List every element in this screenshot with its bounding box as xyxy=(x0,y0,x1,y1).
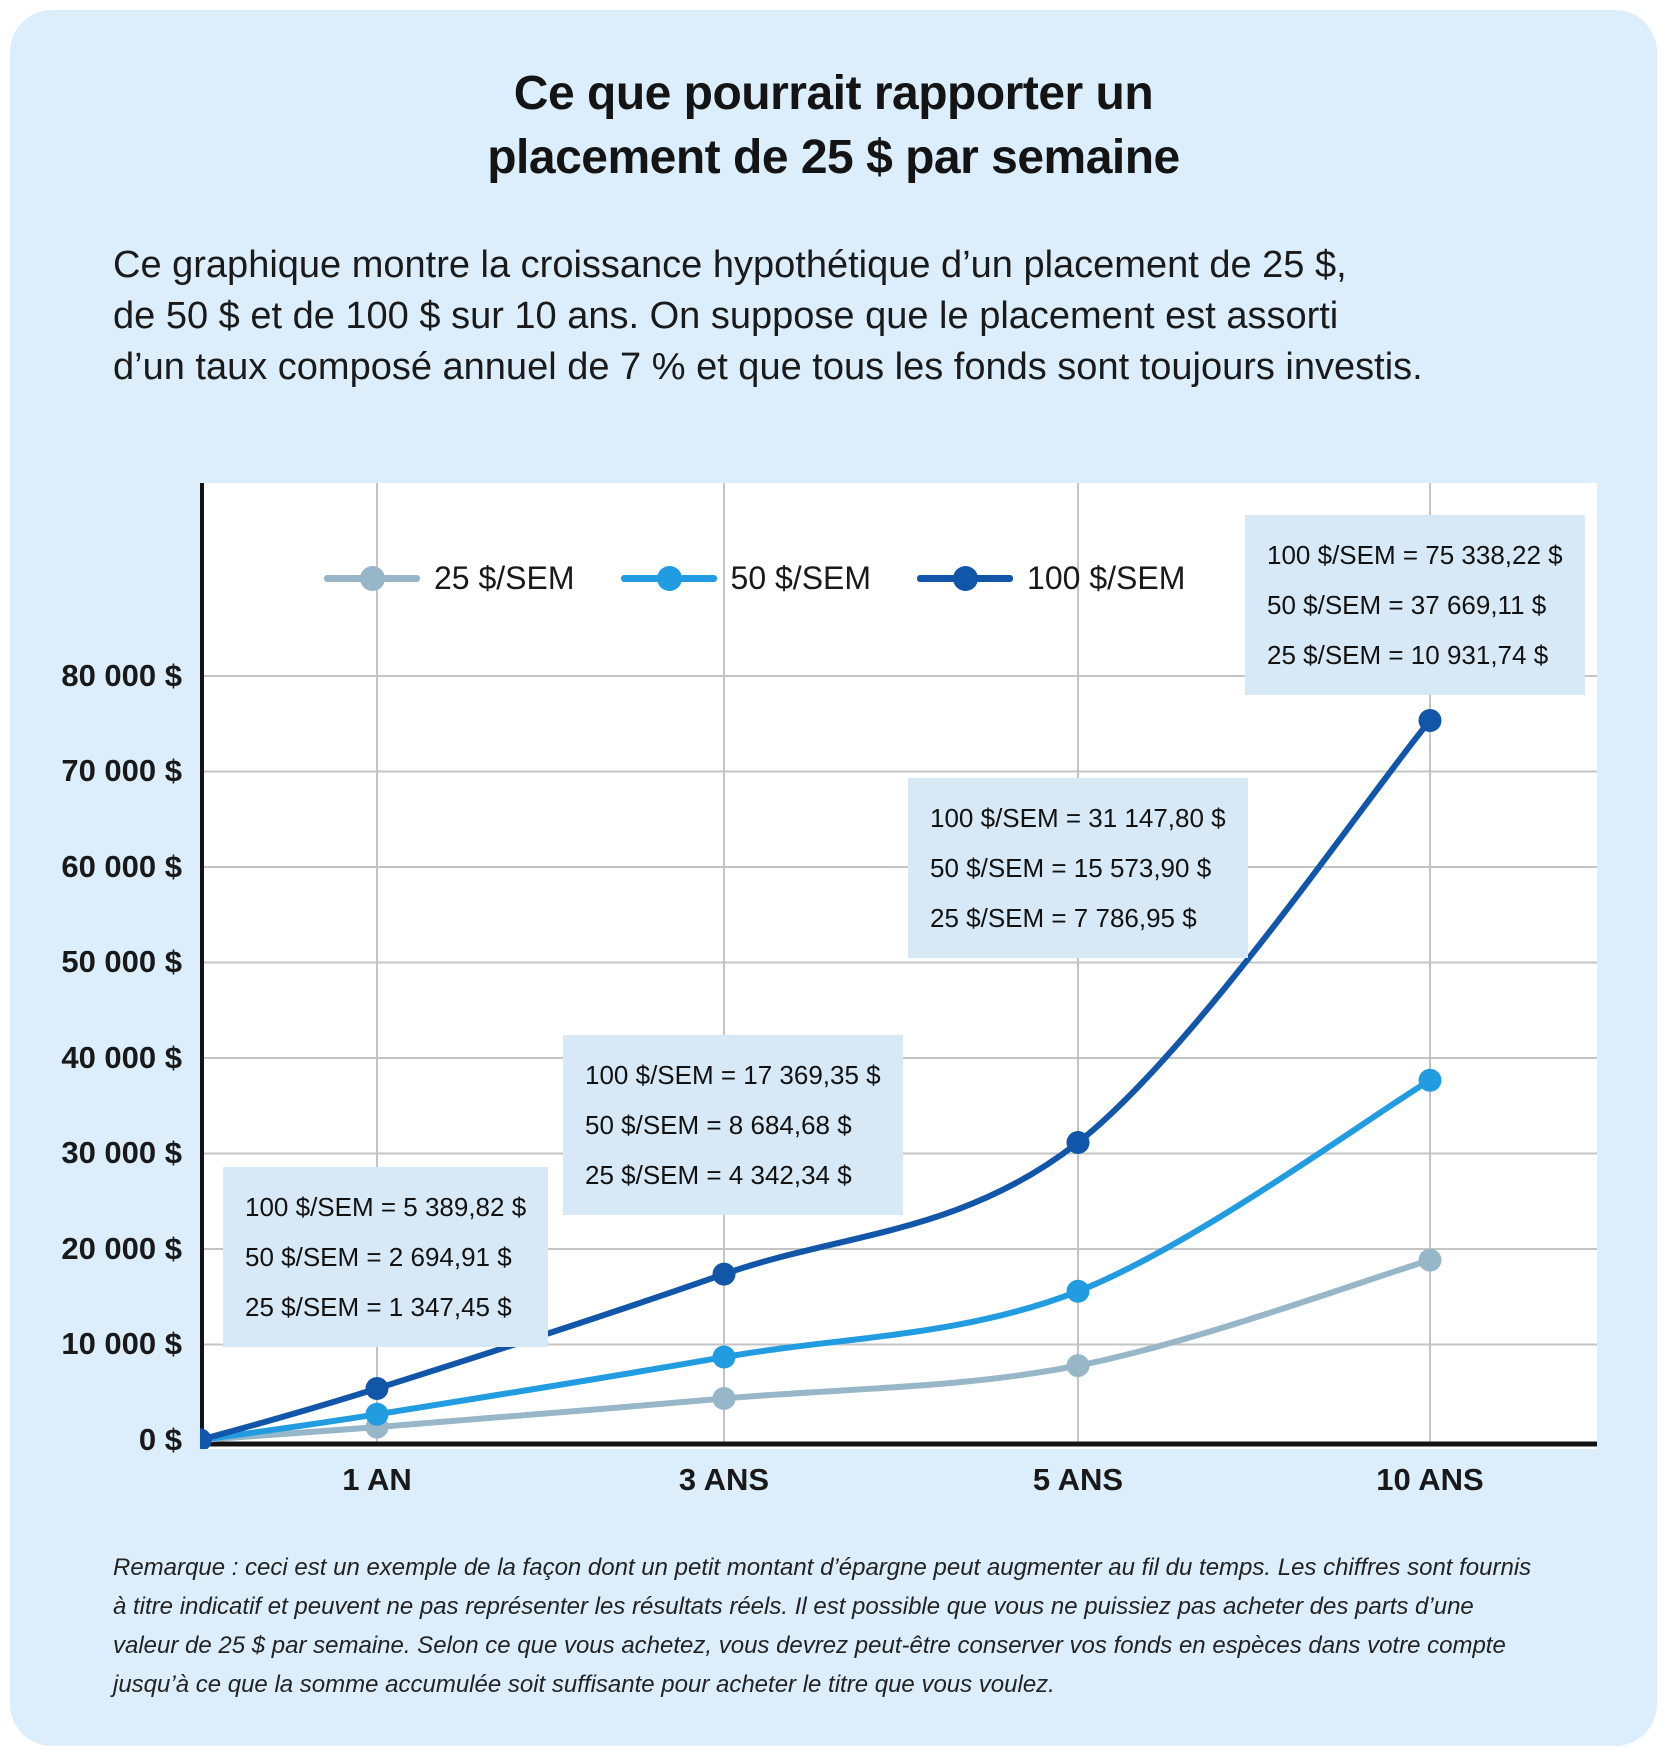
disclaimer-line1: Remarque : ceci est un exemple de la façon dont un petit montant d’épargne peut augmenter au fil du temps. Les chiffres sont fournis xyxy=(113,1554,1532,1581)
legend-dot-50-icon xyxy=(657,566,682,591)
page-title-line2: placement de 25 $ par semaine xyxy=(487,131,1180,184)
data-point-50SEM xyxy=(366,1403,389,1426)
annotation-10ans-25: 25 $/SEM = 10 931,74 $ xyxy=(1267,640,1549,670)
annotation-3ans-50: 50 $/SEM = 8 684,68 $ xyxy=(585,1110,852,1140)
data-point-50SEM xyxy=(1067,1280,1090,1303)
y-axis-label-70000: 70 000 $ xyxy=(61,753,182,788)
legend-item-100-sem xyxy=(917,560,1185,597)
y-axis-label-50000: 50 000 $ xyxy=(61,944,182,979)
legend-line-50-icon xyxy=(621,575,717,582)
data-point-100SEM xyxy=(200,1429,212,1450)
legend-line-25-icon xyxy=(324,575,420,582)
chart-description-line2: de 50 $ et de 100 $ sur 10 ans. On suppose que le placement est assorti xyxy=(113,295,1339,337)
disclaimer-line2: à titre indicatif et peuvent ne pas représenter les résultats réels. Il est possible que vous ne puissiez pas acheter des parts d’une xyxy=(113,1593,1474,1620)
annotation-5ans-25: 25 $/SEM = 7 786,95 $ xyxy=(930,903,1197,933)
y-axis-label-0: 0 $ xyxy=(138,1422,182,1457)
y-axis-label-10000: 10 000 $ xyxy=(61,1326,182,1361)
data-point-50SEM xyxy=(1419,1069,1442,1092)
disclaimer-note xyxy=(113,1548,1531,1704)
page-title-line1: Ce que pourrait rapporter un xyxy=(513,67,1154,120)
legend-item-25-sem xyxy=(324,560,575,597)
annotation-1an-25: 25 $/SEM = 1 347,45 $ xyxy=(245,1292,512,1322)
data-point-25SEM xyxy=(713,1387,736,1410)
legend-line-100-icon xyxy=(917,575,1013,582)
x-axis-label-10-ans: 10 ANS xyxy=(1376,1462,1484,1497)
annotation-1an-100: 100 $/SEM = 5 389,82 $ xyxy=(245,1192,527,1222)
x-axis-label-5-ans: 5 ANS xyxy=(1032,1462,1124,1497)
y-axis-label-30000: 30 000 $ xyxy=(61,1135,182,1170)
y-axis-label-40000: 40 000 $ xyxy=(61,1040,182,1075)
data-point-50SEM xyxy=(713,1346,736,1369)
annotation-box-10-ans xyxy=(1245,515,1585,695)
legend-label-50-sem: 50 $/SEM xyxy=(730,560,872,596)
chart-legend xyxy=(324,560,1185,597)
legend-dot-100-icon xyxy=(953,566,978,591)
disclaimer-line3: valeur de 25 $ par semaine. Selon ce que vous achetez, vous devrez peut-être conserver vos fonds en espèces dans votre compte xyxy=(113,1632,1506,1659)
chart-description-line3: d’un taux composé annuel de 7 % et que tous les fonds sont toujours investis. xyxy=(113,346,1423,388)
y-axis-label-60000: 60 000 $ xyxy=(61,849,182,884)
annotation-3ans-100: 100 $/SEM = 17 369,35 $ xyxy=(585,1060,881,1090)
data-point-100SEM xyxy=(366,1377,389,1400)
annotation-box-3-ans xyxy=(563,1035,903,1215)
annotation-box-1-an xyxy=(223,1167,548,1347)
legend-label-100-sem: 100 $/SEM xyxy=(1027,560,1186,596)
annotation-10ans-50: 50 $/SEM = 37 669,11 $ xyxy=(1267,590,1547,620)
y-axis-label-20000: 20 000 $ xyxy=(61,1231,182,1266)
page-title xyxy=(0,62,1667,190)
y-axis-label-80000: 80 000 $ xyxy=(61,658,182,693)
annotation-10ans-100: 100 $/SEM = 75 338,22 $ xyxy=(1267,540,1563,570)
annotation-3ans-25: 25 $/SEM = 4 342,34 $ xyxy=(585,1160,852,1190)
annotation-box-5-ans xyxy=(908,778,1248,958)
data-point-100SEM xyxy=(1067,1131,1090,1154)
data-point-100SEM xyxy=(1419,709,1442,732)
legend-label-25-sem: 25 $/SEM xyxy=(434,560,575,596)
annotation-5ans-50: 50 $/SEM = 15 573,90 $ xyxy=(930,853,1212,883)
data-point-25SEM xyxy=(1067,1354,1090,1377)
legend-item-50-sem xyxy=(621,560,872,597)
x-axis-label-3-ans: 3 ANS xyxy=(678,1462,770,1497)
chart-description xyxy=(113,240,1423,393)
annotation-1an-50: 50 $/SEM = 2 694,91 $ xyxy=(245,1242,512,1272)
annotation-5ans-100: 100 $/SEM = 31 147,80 $ xyxy=(930,803,1226,833)
data-point-100SEM xyxy=(713,1263,736,1286)
disclaimer-line4: jusqu’à ce que la somme accumulée soit suffisante pour acheter le titre que vous voulez. xyxy=(113,1671,1055,1698)
x-axis-label-1-an: 1 AN xyxy=(342,1462,412,1497)
legend-dot-25-icon xyxy=(360,566,385,591)
chart-description-line1: Ce graphique montre la croissance hypothétique d’un placement de 25 $, xyxy=(113,244,1347,286)
data-point-25SEM xyxy=(1419,1249,1442,1272)
